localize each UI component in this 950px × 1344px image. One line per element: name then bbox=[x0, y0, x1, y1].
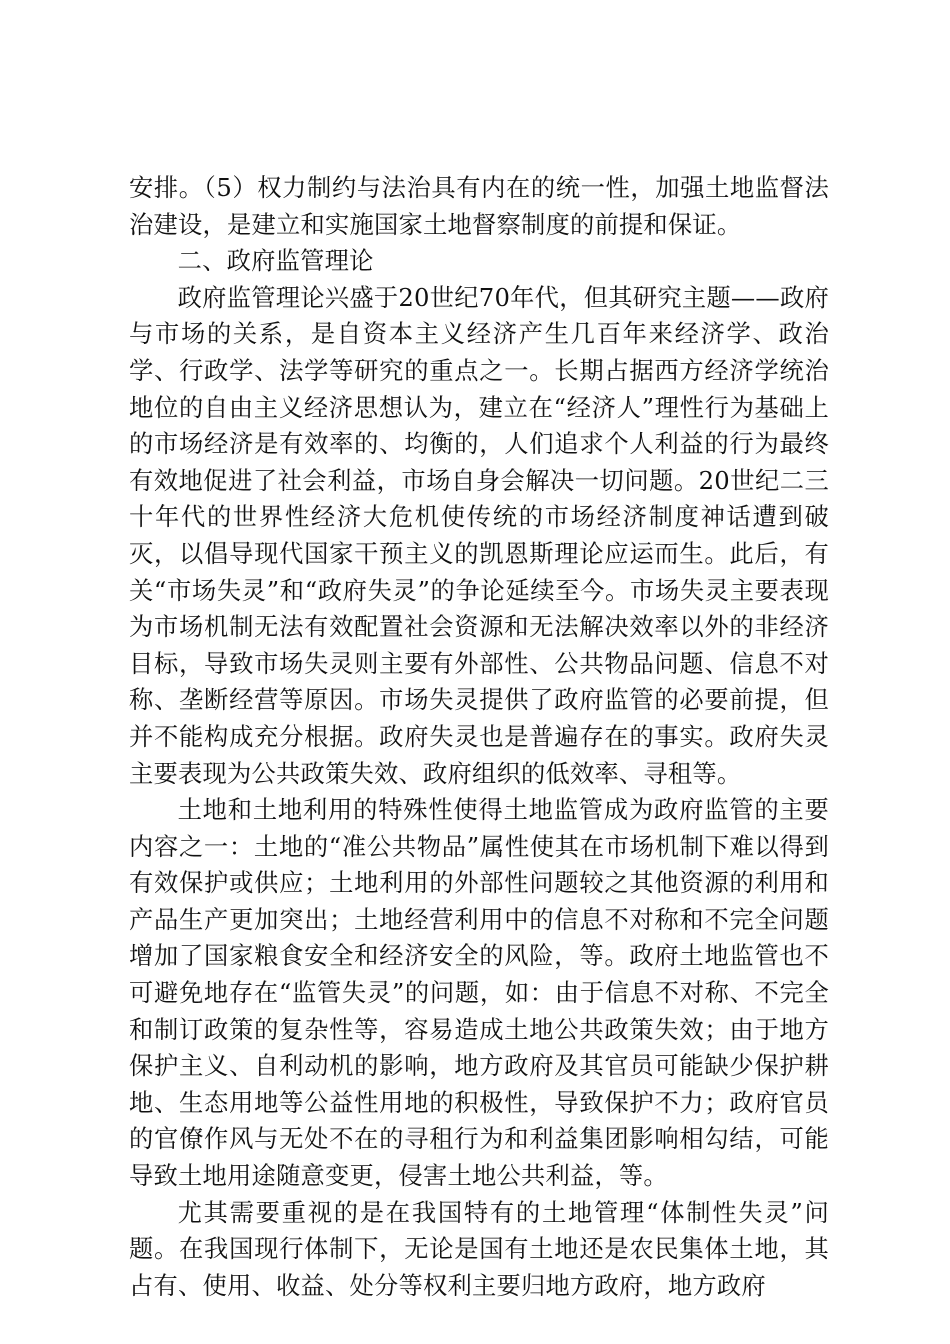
paragraph-institutional-failure: 尤其需要重视的是在我国特有的土地管理“体制性失灵”问题。在我国现行体制下，无论是国有土地还是农民集体土地，其占有、使用、收益、处分等权利主要归地方政府，地方政府 bbox=[129, 1197, 829, 1300]
paragraph-government-regulation-theory: 政府监管理论兴盛于20世纪70年代，但其研究主题——政府与市场的关系，是自资本主义经济产生几百年来经济学、政治学、行政学、法学等研究的重点之一。长期占据西方经济学统治地位的自由主义经济思想认为，建立在“经济人”理性行为基础上的市场经济是有效率的、均衡的，人们追求个人利益的行为最终有效地促进了社会利益，市场自身会解决一切问题。20世纪二三十年代的世界性经济大危机使传统的市场经济制度神话遭到破灭，以倡导现代国家干预主义的凯恩斯理论应运而生。此后，有关“市场失灵”和“政府失灵”的争论延续至今。市场失灵主要表现为市场机制无法有效配置社会资源和无法解决效率以外的非经济目标，导致市场失灵则主要有外部性、公共物品问题、信息不对称、垄断经营等原因。市场失灵提供了政府监管的必要前提，但并不能构成充分根据。政府失灵也是普遍存在的事实。政府失灵主要表现为公共政策失效、政府组织的低效率、寻租等。 bbox=[129, 282, 829, 788]
section-heading: 二、政府监管理论 bbox=[177, 246, 374, 276]
paragraph-continuation: 安排。（5）权力制约与法治具有内在的统一性，加强土地监督法治建设，是建立和实施国家土地督察制度的前提和保证。 bbox=[129, 173, 829, 239]
paragraph-land-regulation: 土地和土地利用的特殊性使得土地监管成为政府监管的主要内容之一：土地的“准公共物品”属性使其在市场机制下难以得到有效保护或供应；土地利用的外部性问题较之其他资源的利用和产品生产更加突出；土地经营利用中的信息不对称和不完全问题增加了国家粮食安全和经济安全的风险，等。政府土地监管也不可避免地存在“监管失灵”的问题，如：由于信息不对称、不完全和制订政策的复杂性等，容易造成土地公共政策失效；由于地方保护主义、自利动机的影响，地方政府及其官员可能缺少保护耕地、生态用地等公益性用地的积极性，导致保护不力；政府官员的官僚作风与无处不在的寻租行为和利益集团影响相勾结，可能导致土地用途随意变更，侵害土地公共利益，等。 bbox=[129, 795, 829, 1191]
document-body bbox=[129, 170, 829, 1304]
